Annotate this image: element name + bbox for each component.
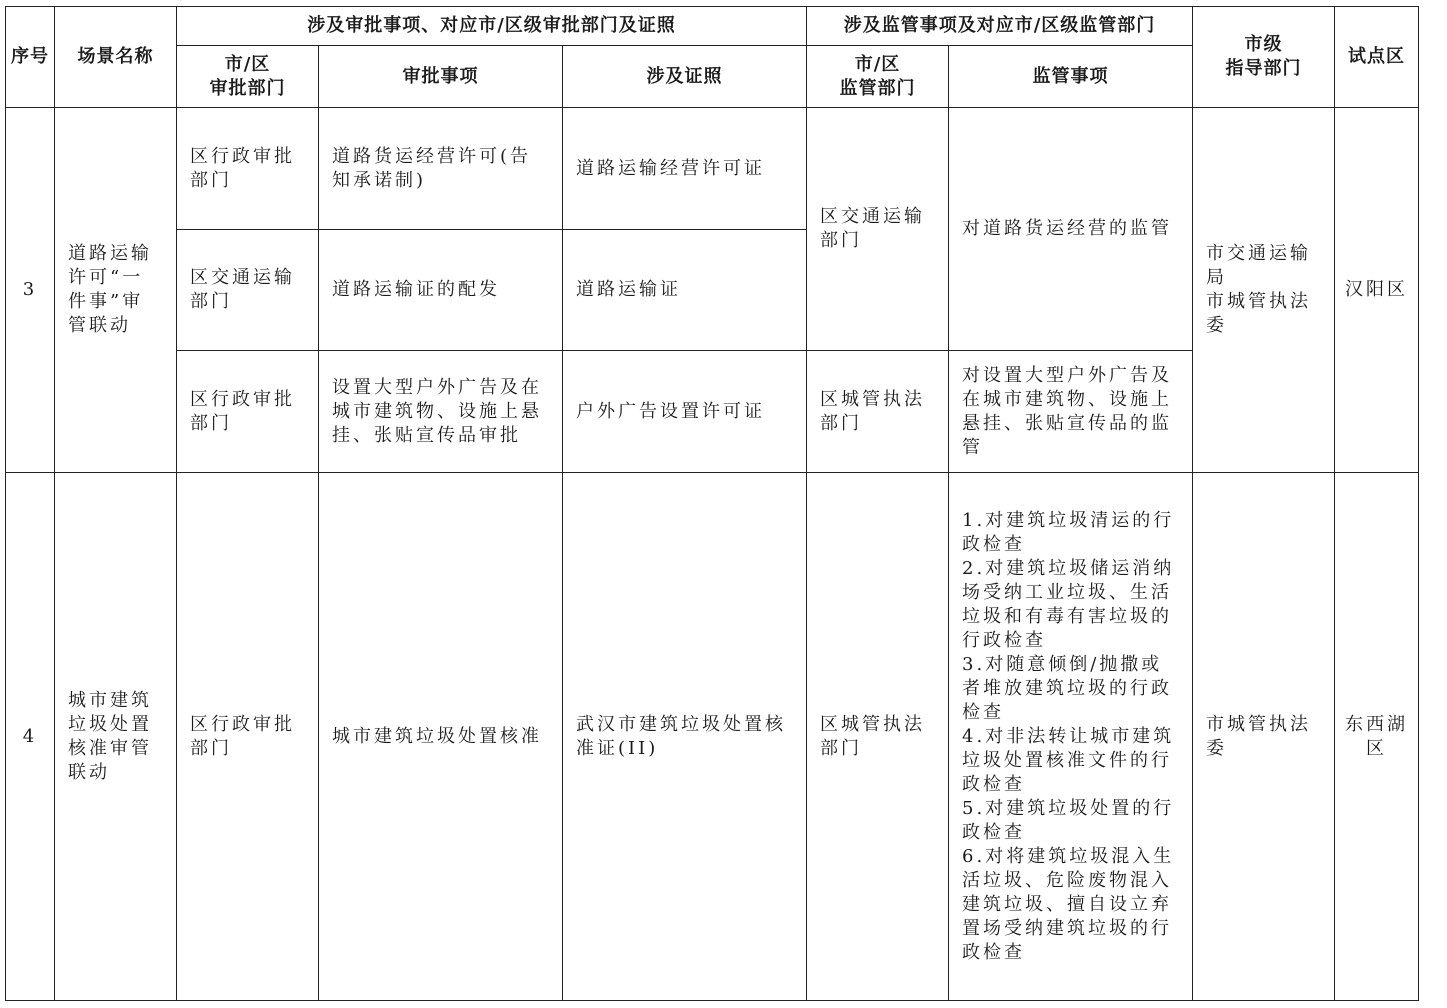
row4-license: 武汉市建筑垃圾处置核准证(II) [563, 473, 807, 1001]
row4-supervision-items [949, 473, 1193, 1001]
supervision-item-1: 1.对建筑垃圾清运的行政检查 [962, 509, 1175, 555]
row3-approval-dept-2: 区交通运输部门 [177, 230, 319, 351]
row3-pilot: 汉阳区 [1335, 108, 1419, 473]
header-supervision-item: 监管事项 [949, 46, 1193, 108]
row3-license-1: 道路运输经营许可证 [563, 108, 807, 230]
header-scene: 场景名称 [55, 7, 177, 108]
row4-seq: 4 [6, 473, 55, 1001]
header-license: 涉及证照 [563, 46, 807, 108]
row4-approval-item: 城市建筑垃圾处置核准 [319, 473, 563, 1001]
row3-license-2: 道路运输证 [563, 230, 807, 351]
supervision-item-2: 2.对建筑垃圾储运消纳场受纳工业垃圾、生活垃圾和有毒有害垃圾的行政检查 [962, 557, 1175, 651]
row4-scene: 城市建筑垃圾处置核准审管联动 [55, 473, 177, 1001]
row3-supervision-item-2: 对设置大型户外广告及在城市建筑物、设施上悬挂、张贴宣传品的监管 [949, 351, 1193, 473]
header-approval-item: 审批事项 [319, 46, 563, 108]
row3-approval-item-3: 设置大型户外广告及在城市建筑物、设施上悬挂、张贴宣传品审批 [319, 351, 563, 473]
header-supervision-dept: 市/区 监管部门 [807, 46, 949, 108]
row3-approval-dept-3: 区行政审批部门 [177, 351, 319, 473]
row4-guide-dept: 市城管执法委 [1193, 473, 1335, 1001]
row3-seq: 3 [6, 108, 55, 473]
row4-pilot: 东西湖区 [1335, 473, 1419, 1001]
row3-supervision-dept-2: 区城管执法部门 [807, 351, 949, 473]
row3-guide-dept: 市交通运输局 市城管执法委 [1193, 108, 1335, 473]
header-guide-dept: 市级 指导部门 [1193, 7, 1335, 108]
header-seq: 序号 [6, 7, 55, 108]
row3-supervision-item-1: 对道路货运经营的监管 [949, 108, 1193, 351]
supervision-item-5: 5.对建筑垃圾处置的行政检查 [962, 797, 1175, 843]
row3-approval-item-2: 道路运输证的配发 [319, 230, 563, 351]
row4-supervision-dept: 区城管执法部门 [807, 473, 949, 1001]
header-approval-dept: 市/区 审批部门 [177, 46, 319, 108]
header-supervision-group: 涉及监管事项及对应市/区级监管部门 [807, 7, 1193, 46]
supervision-item-6: 6.对将建筑垃圾混入生活垃圾、危险废物混入建筑垃圾、擅自设立弃置场受纳建筑垃圾的行政检查 [962, 845, 1175, 963]
row3-license-3: 户外广告设置许可证 [563, 351, 807, 473]
supervision-item-3: 3.对随意倾倒/抛撒或者堆放建筑垃圾的行政检查 [962, 653, 1173, 723]
row3-supervision-dept-1: 区交通运输部门 [807, 108, 949, 351]
row3-approval-dept-1: 区行政审批部门 [177, 108, 319, 230]
row4-approval-dept: 区行政审批部门 [177, 473, 319, 1001]
approval-supervision-table [5, 6, 1419, 1001]
supervision-item-4: 4.对非法转让城市建筑垃圾处置核准文件的行政检查 [962, 725, 1175, 795]
row3-approval-item-1: 道路货运经营许可(告知承诺制) [319, 108, 563, 230]
header-approval-group: 涉及审批事项、对应市/区级审批部门及证照 [177, 7, 807, 46]
header-pilot: 试点区 [1335, 7, 1419, 108]
row3-scene: 道路运输许可“一件事”审管联动 [55, 108, 177, 473]
